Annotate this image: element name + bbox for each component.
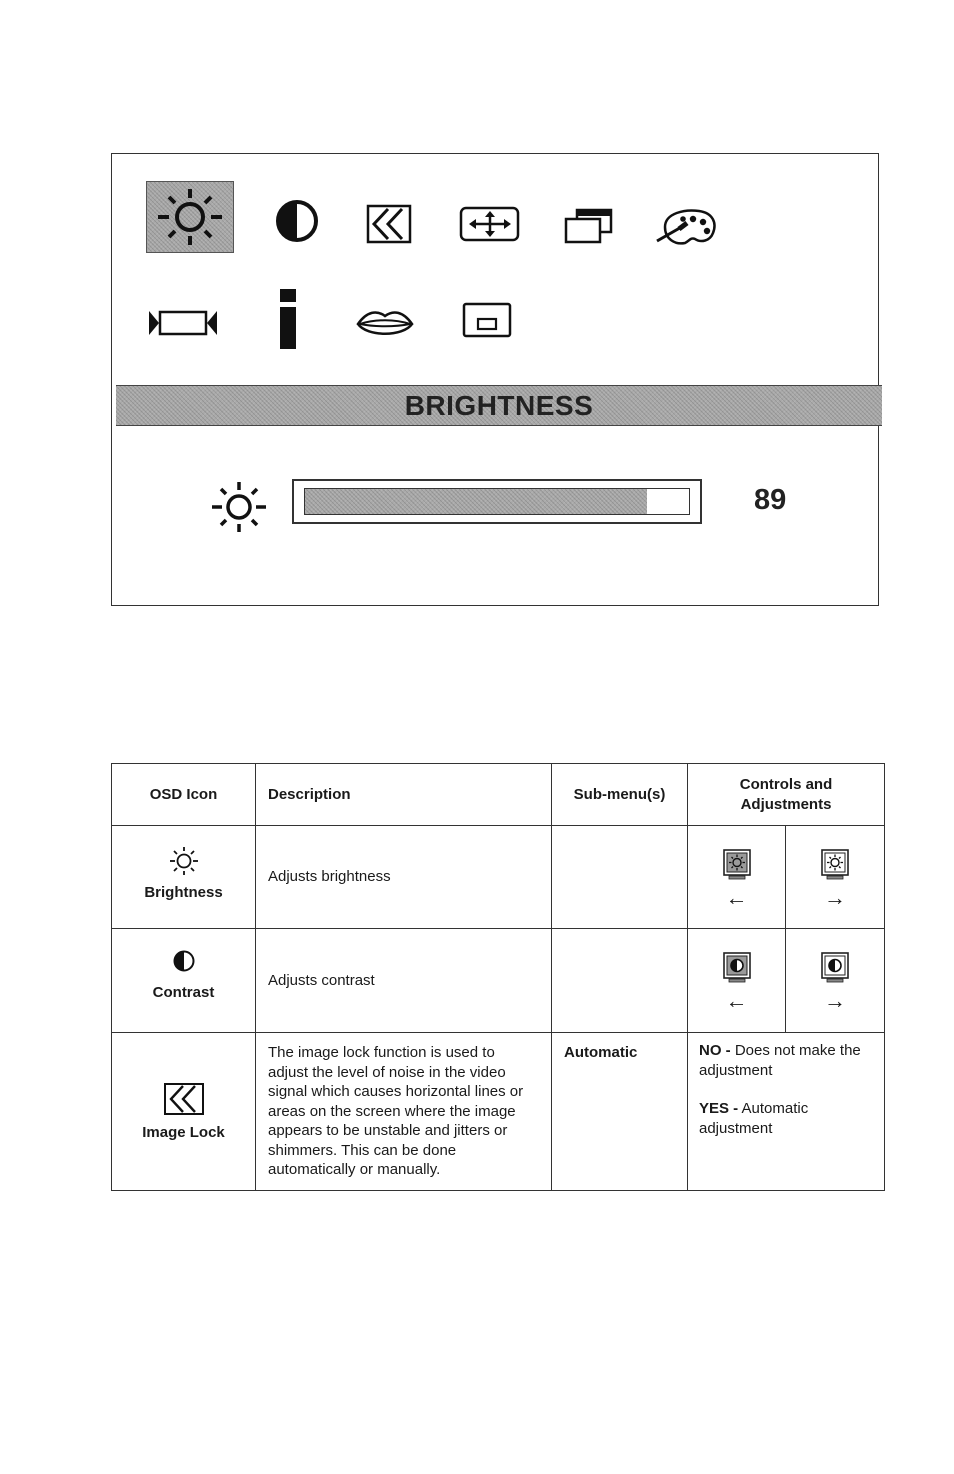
slider-track-inner	[304, 488, 690, 515]
osd-image-setup-icon[interactable]	[562, 206, 616, 246]
osd-image-width-icon[interactable]	[146, 306, 220, 340]
table-row	[112, 1033, 885, 1191]
control-decrease-cell[interactable]	[688, 929, 786, 1033]
table-header-row	[112, 764, 885, 826]
osd-information-icon[interactable]	[276, 286, 300, 352]
monitor-brightness-increase-icon[interactable]	[820, 869, 850, 886]
row-description: The image lock function is used to adjust the level of noise in the video signal which causes horizontal lines or areas on the screen where the image appears to be unstable and jitters or shimmers. This can be done automatically or manually.	[268, 1044, 524, 1178]
monitor-contrast-decrease-icon[interactable]	[722, 972, 752, 989]
row-label: Brightness	[144, 883, 223, 901]
row-description: Adjusts brightness	[268, 868, 391, 886]
control-option-no[interactable]	[699, 1041, 874, 1080]
monitor-brightness-decrease-icon[interactable]	[722, 869, 752, 886]
monitor-contrast-increase-icon[interactable]	[820, 972, 850, 989]
image-lock-icon	[162, 1081, 206, 1123]
submenu-automatic[interactable]: Automatic	[564, 1044, 638, 1061]
left-arrow-icon: ←	[725, 884, 748, 910]
row-icon-cell	[112, 826, 256, 929]
brightness-icon	[168, 845, 200, 883]
contrast-icon	[172, 949, 196, 979]
header-submenus: Sub-menu(s)	[552, 764, 688, 826]
slider-fill	[305, 489, 647, 514]
control-decrease-cell[interactable]	[688, 826, 786, 929]
row-submenu-cell	[552, 826, 688, 929]
table-row	[112, 826, 885, 929]
header-controls-text: Controls and Adjustments	[739, 776, 833, 813]
control-option-yes[interactable]	[699, 1099, 874, 1138]
osd-position-icon[interactable]	[460, 300, 514, 340]
row-description: Adjusts contrast	[268, 971, 375, 989]
osd-language-icon[interactable]	[354, 306, 416, 342]
row-icon-cell	[112, 929, 256, 1033]
option-text: Does not make the adjustment	[699, 1042, 861, 1079]
row-icon-cell	[112, 1033, 256, 1191]
osd-contrast-icon[interactable]	[272, 199, 322, 243]
option-key: YES -	[699, 1100, 739, 1117]
row-description-cell	[256, 826, 552, 929]
header-osd-icon: OSD Icon	[112, 764, 256, 826]
control-increase-cell[interactable]	[786, 826, 885, 929]
osd-brightness-icon[interactable]	[146, 181, 234, 253]
row-label: Contrast	[152, 983, 215, 1001]
row-controls-cell	[688, 1033, 885, 1191]
osd-color-palette-icon[interactable]	[654, 206, 720, 248]
brightness-slider[interactable]	[292, 479, 702, 524]
right-arrow-icon: →	[824, 987, 846, 1013]
row-submenu-cell	[552, 1033, 688, 1191]
right-arrow-icon: →	[824, 884, 846, 910]
row-submenu-cell	[552, 929, 688, 1033]
osd-image-lock-icon[interactable]	[364, 202, 416, 246]
table-row	[112, 929, 885, 1033]
control-increase-cell[interactable]	[786, 929, 885, 1033]
left-arrow-icon: ←	[725, 987, 748, 1013]
osd-image-position-icon[interactable]	[458, 204, 522, 244]
slider-value: 89	[754, 484, 787, 516]
option-key: NO -	[699, 1042, 731, 1059]
slider-brightness-icon	[210, 480, 268, 539]
row-description-cell	[256, 1033, 552, 1191]
header-description: Description	[256, 764, 552, 826]
row-label: Image Lock	[142, 1123, 225, 1141]
row-description-cell	[256, 929, 552, 1033]
osd-menu-panel	[111, 153, 879, 606]
osd-title: BRIGHTNESS	[404, 389, 594, 421]
osd-title-bar	[116, 385, 882, 426]
osd-functions-table	[111, 763, 885, 1191]
header-controls	[688, 764, 885, 826]
option-text: Automatic adjustment	[699, 1100, 809, 1137]
